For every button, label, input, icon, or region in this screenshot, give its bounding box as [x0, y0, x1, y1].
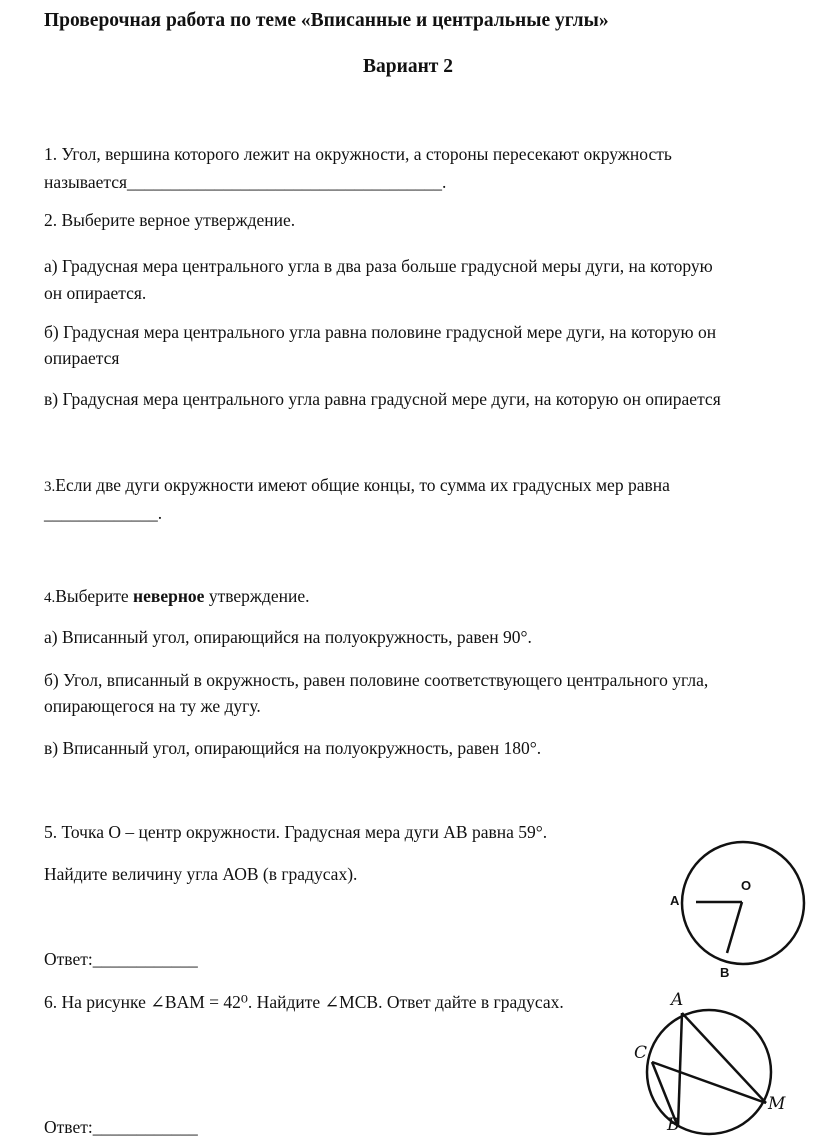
q5-line2: Найдите величину угла АОВ (в градусах). — [44, 864, 358, 884]
page-title: Проверочная работа по теме «Вписанные и центральные углы» — [44, 10, 609, 31]
q6-chord-cm — [652, 1062, 766, 1103]
q6-label-b: B — [667, 1115, 680, 1135]
q6-answer: Ответ:____________ — [44, 1117, 198, 1137]
q4-option-b-line1: б) Угол, вписанный в окружность, равен половине соответствующего центрального угла, — [44, 670, 709, 690]
q2-option-a-line1: а) Градусная мера центрального угла в два раза больше градусной меры дуги, на которую — [44, 256, 713, 276]
q4-prefix: Выберите — [55, 586, 134, 606]
q5-circle-figure — [680, 840, 806, 966]
q3-line1 — [44, 473, 670, 499]
q4-option-b-line2: опирающегося на ту же дугу. — [44, 696, 261, 716]
q4-option-a: а) Вписанный угол, опирающийся на полуокружность, равен 90°. — [44, 627, 532, 647]
q3-text: Если две дуги окружности имеют общие концы, то сумма их градусных мер равна — [55, 475, 670, 495]
q2-option-c: в) Градусная мера центрального угла равна градусной мере дуги, на которую он опирается — [44, 389, 721, 409]
q1-line2: называется____________________________________. — [44, 172, 447, 192]
q4-number: 4. — [44, 590, 56, 606]
q2-option-b-line1: б) Градусная мера центрального угла равна половине градусной мере дуги, на которую он — [44, 322, 717, 342]
q5-label-o: O — [741, 878, 752, 893]
q1-line1: 1. Угол, вершина которого лежит на окружности, а стороны пересекают окружность — [44, 144, 672, 164]
q2-question: 2. Выберите верное утверждение. — [44, 210, 296, 230]
q4-option-c: в) Вписанный угол, опирающийся на полуокружность, равен 180°. — [44, 738, 542, 758]
q6-chord-am — [682, 1013, 766, 1103]
q6-circle-figure — [640, 1000, 780, 1139]
q4-bold-word: неверное — [133, 586, 205, 606]
q3-line2: _____________. — [44, 503, 163, 523]
q5-radius-ob — [727, 902, 742, 953]
q5-label-a: A — [670, 893, 680, 908]
q4-suffix: утверждение. — [204, 586, 310, 606]
q5-line1: 5. Точка О – центр окружности. Градусная мера дуги АВ равна 59°. — [44, 822, 548, 842]
q2-option-a-line2: он опирается. — [44, 283, 147, 303]
q2-option-b-line2: опирается — [44, 348, 120, 368]
q3-number: 3. — [44, 479, 56, 495]
q6-chord-ab — [678, 1013, 682, 1127]
q6-question: 6. На рисунке ∠BAM = 42⁰. Найдите ∠MCB. Ответ дайте в градусах. — [44, 992, 564, 1012]
q6-label-c: C — [634, 1043, 648, 1063]
q4-question — [44, 584, 310, 610]
variant-heading: Вариант 2 — [362, 56, 454, 77]
q6-label-m: M — [768, 1094, 786, 1114]
q5-label-b: B — [720, 965, 730, 980]
q5-answer: Ответ:____________ — [44, 949, 198, 969]
q6-label-a: A — [671, 990, 684, 1010]
q6-circle — [647, 1010, 771, 1134]
